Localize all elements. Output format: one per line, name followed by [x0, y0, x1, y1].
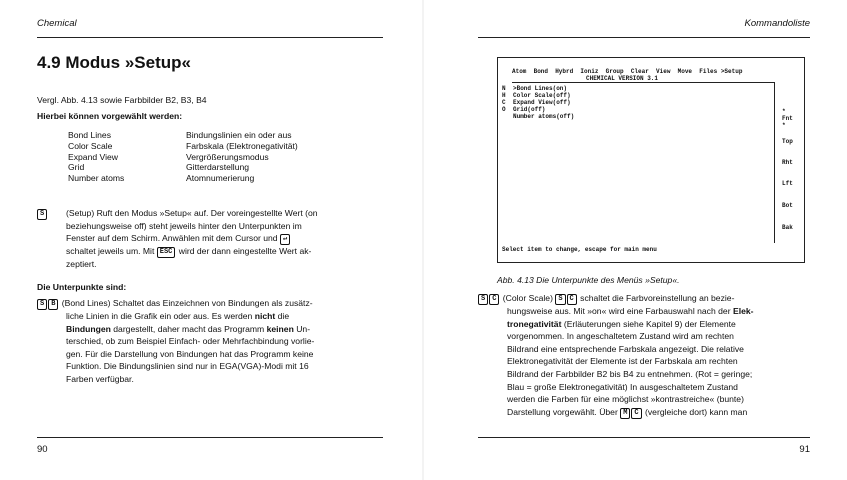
text-span: tronegativität	[507, 318, 562, 329]
text-span: Elek-	[732, 306, 754, 316]
option-key: Color Scale	[68, 140, 113, 151]
text-span: Bindungen	[66, 323, 111, 334]
side-label: Lft	[782, 180, 793, 187]
text-span: nicht	[254, 311, 276, 321]
footer-rule	[478, 437, 810, 438]
key-cap: S	[555, 294, 565, 305]
screen-status-line: Select item to change, escape for main menu	[502, 246, 657, 253]
text-line: Bildrand der Farbbilder B2 bis B4 zu entnehmen. (Rot = geringe;	[507, 368, 753, 379]
bond-lines-paragraph	[37, 297, 389, 386]
text-span: (Bond Lines) Schaltet das Einzeichnen von Bindungen als zusätz-	[61, 298, 313, 308]
text-line: vorgenommen. In angeschaltetem Zustand wird am rechten	[507, 331, 734, 342]
text-line: (Setup) Ruft den Modus »Setup« auf. Der voreingestellte Wert (on	[66, 208, 318, 218]
figure-caption: Abb. 4.13 Die Unterpunkte des Menüs »Setup«.	[497, 275, 680, 285]
setup-item: Number atoms(off)	[513, 113, 575, 120]
text-line: werden die Farben für eine möglichst »kontrastreiche« (bunte)	[507, 394, 744, 405]
element-letter: N	[502, 85, 506, 92]
setup-item: >Bond Lines(on)	[513, 85, 568, 92]
side-label: Top	[782, 138, 793, 145]
screen-version-title: CHEMICAL VERSION 3.1	[586, 75, 659, 82]
footer-rule	[37, 437, 383, 438]
text-line	[478, 406, 818, 419]
reference-line: Vergl. Abb. 4.13 sowie Farbbilder B2, B3, B4	[37, 95, 207, 105]
side-label: Bak	[782, 224, 793, 231]
setup-key-label	[37, 207, 48, 220]
side-label: *	[782, 108, 786, 115]
key-cap: C	[489, 294, 499, 305]
options-heading: Hierbei können vorgewählt werden:	[37, 111, 183, 121]
setup-paragraph	[66, 207, 386, 271]
option-key: Bond Lines	[68, 130, 112, 140]
option-desc: Atomnumerierung	[186, 173, 255, 184]
text-span: (vergleiche dort) kann man	[645, 406, 748, 417]
setup-items	[513, 85, 574, 120]
text-span: (Color Scale)	[502, 293, 553, 303]
option-desc: Vergrößerungsmodus	[186, 151, 269, 162]
text-span: Fenster auf dem Schirm. Anwählen mit dem Cursor und	[66, 233, 278, 244]
text-span: schaltet jeweils um. Mit	[66, 246, 155, 257]
screen-menu-bar: Atom Bond Hybrd Ioniz Group Clear View Move Files >Setup	[512, 68, 743, 75]
header-rule	[478, 37, 810, 38]
side-label: Fnt	[782, 115, 793, 122]
text-line	[37, 310, 389, 323]
option-key: Expand View	[68, 151, 119, 162]
key-cap: C	[567, 294, 577, 305]
header-rule	[37, 37, 383, 38]
text-line: Elektronegativität der Elemente ist der Farbskala am rechten	[507, 356, 738, 367]
text-line	[66, 232, 386, 245]
section-title: 4.9 Modus »Setup«	[37, 53, 191, 72]
subpoints-heading: Die Unterpunkte sind:	[37, 282, 127, 292]
text-line	[478, 305, 818, 318]
option-desc: Farbskala (Elektronegativität)	[186, 140, 298, 151]
setup-item: Color Scale(off)	[513, 92, 571, 99]
text-span: liche Linien in die Grafik ein oder aus. Es werden	[66, 311, 253, 321]
text-span: die	[277, 311, 290, 321]
key-cap: S	[478, 294, 488, 305]
text-line	[37, 297, 389, 310]
option-keys	[68, 130, 124, 184]
side-label: *	[782, 122, 786, 129]
running-head: Chemical	[37, 18, 77, 29]
page-number: 90	[37, 444, 48, 455]
key-cap: M	[620, 408, 630, 419]
text-span: Un-	[296, 323, 311, 334]
text-span: hungsweise aus. Mit »on« wird eine Farbauswahl nach der	[507, 306, 731, 316]
left-page	[0, 0, 423, 480]
text-line: beziehungsweise off) steht jeweils hinter den Unterpunkten im	[66, 220, 302, 231]
text-line	[37, 323, 389, 336]
text-line: Blau = große Elektronegativität) In ausgeschaltetem Zustand	[507, 381, 738, 392]
element-letters	[502, 85, 506, 113]
side-label: Bot	[782, 202, 793, 209]
text-line: zeptiert.	[66, 259, 97, 270]
text-span: dargestellt, daher macht das Programm	[113, 323, 265, 334]
text-span: keinen	[266, 323, 294, 334]
text-line	[478, 318, 818, 331]
element-letter: C	[502, 99, 506, 106]
text-line: Funktion. Die Bindungslinien sind nur in EGA(VGA)-Modi mit 16	[66, 361, 309, 372]
text-line: gen. Für die Darstellung von Bindungen hat das Programm keine	[66, 348, 314, 359]
setup-screen-figure	[497, 57, 805, 263]
text-span: wird der dann eingestellte Wert ak-	[178, 246, 312, 257]
setup-item: Expand View(off)	[513, 99, 571, 106]
color-scale-paragraph	[478, 292, 818, 419]
key-cap: S	[37, 299, 47, 310]
text-span: (Erläuterungen siehe Kapitel 9) der Elemente	[563, 318, 736, 329]
option-desc: Gitterdarstellung	[186, 162, 250, 173]
key-cap: C	[631, 408, 641, 419]
side-label: Rht	[782, 159, 793, 166]
text-span: schaltet die Farbvoreinstellung an bezie-	[580, 293, 735, 303]
element-letter: H	[502, 92, 506, 99]
text-line: Farben verfügbar.	[66, 373, 134, 384]
text-line: terschied, ob zum Beispiel Einfach- oder Mehrfachbindung vorlie-	[66, 336, 315, 347]
option-desc: Bindungslinien ein oder aus	[186, 130, 292, 140]
text-line	[478, 292, 818, 305]
text-span: Darstellung vorgewählt. Über	[507, 406, 618, 417]
setup-item: Grid(off)	[513, 106, 546, 113]
enter-key: ↵	[280, 234, 290, 245]
key-cap: B	[48, 299, 58, 310]
option-descriptions	[186, 130, 298, 184]
running-head: Kommandoliste	[744, 18, 810, 29]
page-number: 91	[799, 444, 810, 455]
key-cap: S	[37, 209, 47, 220]
option-key: Grid	[68, 162, 85, 173]
text-line	[66, 245, 386, 258]
text-line: Bildrand eine entsprechende Farbskala angezeigt. Die relative	[507, 343, 744, 354]
element-letter: O	[502, 106, 506, 113]
option-key: Number atoms	[68, 173, 125, 184]
esc-key: ESC	[157, 247, 176, 258]
